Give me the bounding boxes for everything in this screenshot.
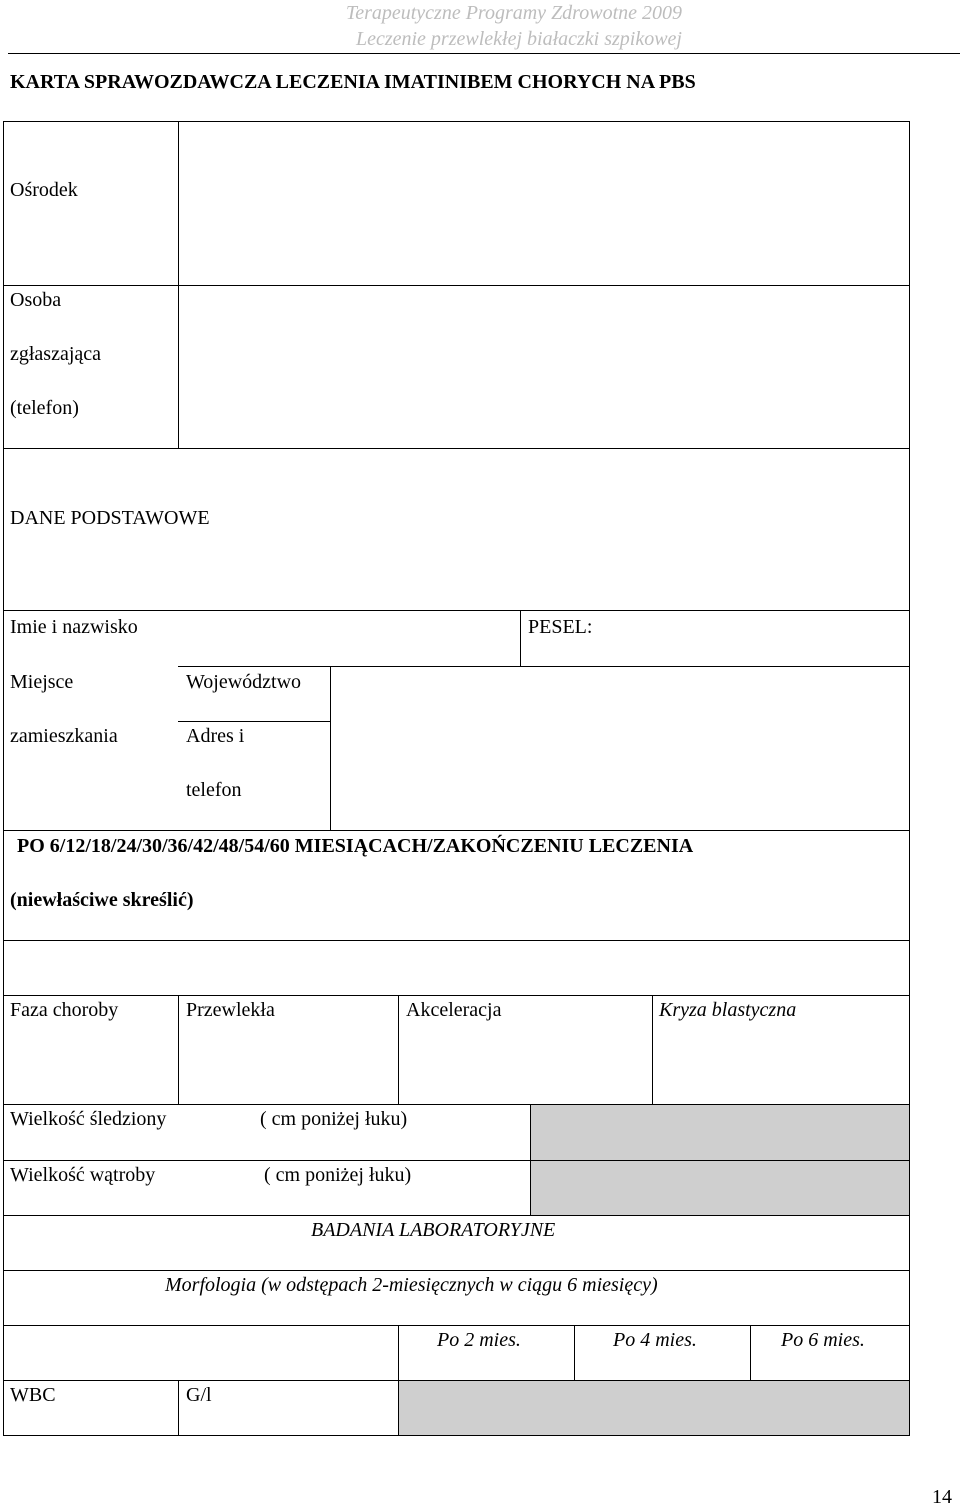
label-wielkosc-sledziony: Wielkość śledziony xyxy=(10,1108,167,1130)
header-rule xyxy=(8,53,960,54)
unit-gl: G/l xyxy=(186,1384,212,1406)
unit-sledziona: ( cm poniżej łuku) xyxy=(260,1108,408,1130)
label-faza-choroby: Faza choroby xyxy=(10,999,119,1021)
label-wbc: WBC xyxy=(10,1384,56,1406)
running-header-subtitle: Leczenie przewlekłej białaczki szpikowej xyxy=(355,28,682,50)
label-imie-nazwisko: Imie i nazwisko xyxy=(10,616,138,638)
label-wojewodztwo: Województwo xyxy=(186,671,302,693)
option-przewlekla: Przewlekła xyxy=(186,999,275,1021)
label-osoba-1: Osoba xyxy=(10,289,62,311)
section-dane-podstawowe: DANE PODSTAWOWE xyxy=(10,507,210,529)
label-po-miesiacach: PO 6/12/18/24/30/36/42/48/54/60 MIESIĄCACH/ZAKOŃCZENIU LECZENIA xyxy=(17,835,694,857)
section-morfologia: Morfologia (w odstępach 2-miesięcznych w ciągu 6 miesięcy) xyxy=(165,1274,658,1296)
col-po-6-mies: Po 6 mies. xyxy=(781,1329,865,1351)
page-number: 14 xyxy=(932,1486,952,1508)
label-wielkosc-watroby: Wielkość wątroby xyxy=(10,1164,156,1186)
option-akceleracja: Akceleracja xyxy=(406,999,502,1021)
form-title: KARTA SPRAWOZDAWCZA LECZENIA IMATINIBEM CHORYCH NA PBS xyxy=(10,71,696,93)
label-osoba-2: zgłaszająca xyxy=(10,343,102,365)
label-telefon: telefon xyxy=(186,779,242,801)
shaded-cell-sledziona xyxy=(530,1104,909,1160)
label-niewlasciwe: (niewłaściwe skreślić) xyxy=(10,889,194,911)
label-miejsce: Miejsce xyxy=(10,671,74,693)
col-po-2-mies: Po 2 mies. xyxy=(437,1329,521,1351)
option-kryza-blastyczna: Kryza blastyczna xyxy=(659,999,797,1021)
running-header-title: Terapeutyczne Programy Zdrowotne 2009 xyxy=(345,2,682,24)
shaded-cell-wbc xyxy=(398,1380,909,1435)
label-zamieszkania: zamieszkania xyxy=(10,725,118,747)
shaded-cell-watroba xyxy=(530,1160,909,1215)
col-po-4-mies: Po 4 mies. xyxy=(613,1329,697,1351)
label-adres: Adres i xyxy=(186,725,245,747)
label-pesel: PESEL: xyxy=(528,616,593,638)
label-osrodek: Ośrodek xyxy=(10,179,78,201)
section-badania-laboratoryjne: BADANIA LABORATORYJNE xyxy=(311,1219,556,1241)
unit-watroba: ( cm poniżej łuku) xyxy=(264,1164,412,1186)
label-osoba-3: (telefon) xyxy=(10,397,79,419)
